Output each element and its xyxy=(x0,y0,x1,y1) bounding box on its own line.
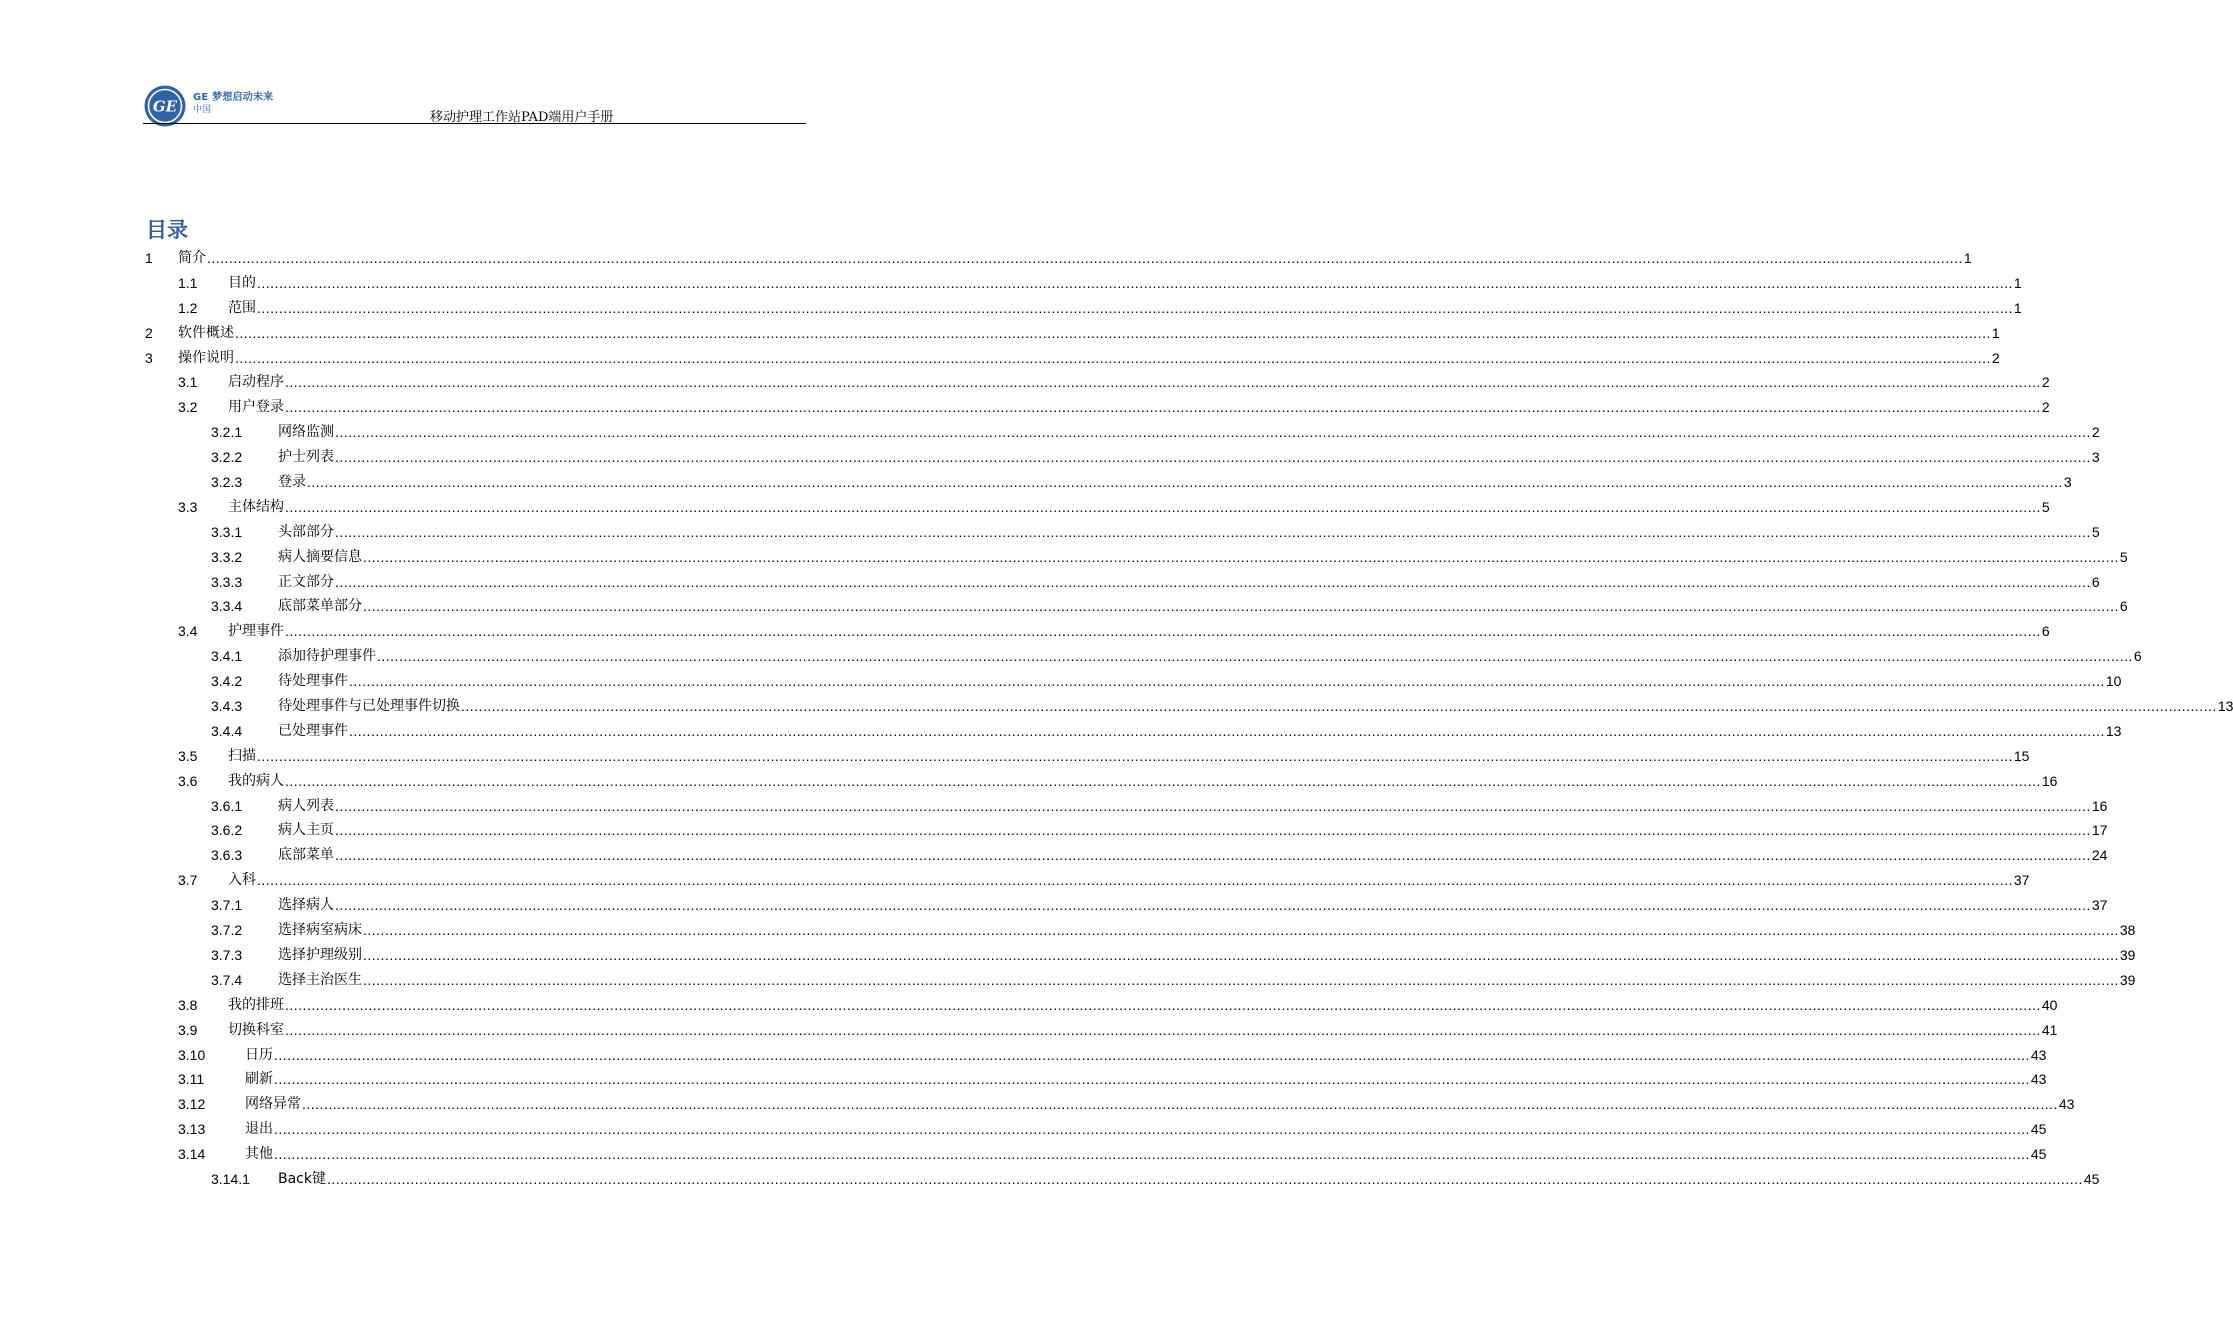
toc-entry-number: 3.8 xyxy=(178,996,198,1013)
toc-dot-leader: ................................................................................................................................................................................................................................................................................................................................................................................................................ xyxy=(335,424,2091,441)
toc-dot-leader: ................................................................................................................................................................................................................................................................................................................................................................................................................ xyxy=(274,1121,2030,1138)
toc-entry-number: 3.2.3 xyxy=(211,474,243,491)
toc-dot-leader: ................................................................................................................................................................................................................................................................................................................................................................................................................ xyxy=(349,673,2105,690)
toc-entry[interactable] xyxy=(145,520,2100,545)
toc-entry-number: 3.3.4 xyxy=(211,598,243,615)
toc-entry-number: 3.1 xyxy=(178,374,198,391)
toc-entry-title: 操作说明 xyxy=(178,346,235,371)
toc-entry-page-number: 37 xyxy=(2091,897,2108,914)
toc-entry-number: 1.2 xyxy=(178,299,198,316)
toc-entry-title: 用户登录 xyxy=(228,395,285,420)
toc-entry[interactable] xyxy=(145,943,2136,968)
toc-entry-number: 3.6.1 xyxy=(211,797,243,814)
toc-entry-page-number: 6 xyxy=(2091,573,2100,590)
toc-entry-title: 护士列表 xyxy=(278,445,335,470)
toc-entry[interactable] xyxy=(145,570,2100,595)
toc-entry[interactable] xyxy=(145,794,2108,819)
toc-entry-title: 待处理事件与已处理事件切换 xyxy=(278,694,461,719)
toc-entry-title: 扫描 xyxy=(228,744,257,769)
toc-entry-number: 3.4.3 xyxy=(211,698,243,715)
toc-dot-leader: ................................................................................................................................................................................................................................................................................................................................................................................................................ xyxy=(349,722,2105,739)
toc-dot-leader: ................................................................................................................................................................................................................................................................................................................................................................................................................ xyxy=(363,922,2119,939)
toc-entry-page-number: 43 xyxy=(2058,1096,2075,1113)
toc-dot-leader: ................................................................................................................................................................................................................................................................................................................................................................................................................ xyxy=(335,573,2091,590)
toc-entry-number: 3.6.3 xyxy=(211,847,243,864)
toc-dot-leader: ................................................................................................................................................................................................................................................................................................................................................................................................................ xyxy=(285,623,2041,640)
toc-entry-page-number: 24 xyxy=(2091,847,2108,864)
toc-entry-title: 目的 xyxy=(228,271,257,296)
toc-entry[interactable] xyxy=(145,843,2108,868)
toc-entry-page-number: 1 xyxy=(1991,324,2000,341)
toc-entry-title: 范围 xyxy=(228,296,257,321)
toc-entry-number: 3.7.3 xyxy=(211,946,243,963)
toc-entry-title: 已处理事件 xyxy=(278,719,349,744)
toc-entry-number: 3.6.2 xyxy=(211,822,243,839)
toc-entry-page-number: 39 xyxy=(2119,946,2136,963)
toc-entry-title: 头部部分 xyxy=(278,520,335,545)
toc-dot-leader: ................................................................................................................................................................................................................................................................................................................................................................................................................ xyxy=(285,1021,2041,1038)
toc-entry-number: 3.2 xyxy=(178,399,198,416)
toc-entry[interactable] xyxy=(145,1043,2047,1068)
toc-entry-page-number: 38 xyxy=(2119,922,2136,939)
toc-dot-leader: ................................................................................................................................................................................................................................................................................................................................................................................................................ xyxy=(335,897,2091,914)
toc-entry-title: 病人列表 xyxy=(278,794,335,819)
toc-entry-page-number: 3 xyxy=(2063,474,2072,491)
toc-entry-number: 3.2.2 xyxy=(211,449,243,466)
toc-entry[interactable] xyxy=(145,370,2050,395)
toc-entry-page-number: 15 xyxy=(2013,747,2030,764)
toc-entry-page-number: 2 xyxy=(2091,424,2100,441)
toc-entry[interactable] xyxy=(145,495,2050,520)
toc-entry[interactable] xyxy=(145,395,2050,420)
toc-entry-title: 底部菜单部分 xyxy=(278,594,363,619)
toc-entry-page-number: 2 xyxy=(2041,374,2050,391)
toc-entry-title: 主体结构 xyxy=(228,495,285,520)
toc-entry-title: 病人主页 xyxy=(278,818,335,843)
brand-subtitle: 中国 xyxy=(193,105,212,115)
toc-dot-leader: ................................................................................................................................................................................................................................................................................................................................................................................................................ xyxy=(235,324,1991,341)
toc-entry-title: 护理事件 xyxy=(228,619,285,644)
toc-entry-title: 登录 xyxy=(278,470,307,495)
toc-dot-leader: ................................................................................................................................................................................................................................................................................................................................................................................................................ xyxy=(257,299,2013,316)
toc-entry-page-number: 13 xyxy=(2105,722,2122,739)
toc-entry[interactable] xyxy=(145,644,2142,669)
toc-dot-leader: ................................................................................................................................................................................................................................................................................................................................................................................................................ xyxy=(307,474,2063,491)
toc-entry-page-number: 10 xyxy=(2105,673,2122,690)
toc-dot-leader: ................................................................................................................................................................................................................................................................................................................................................................................................................ xyxy=(335,822,2091,839)
toc-entry-page-number: 45 xyxy=(2083,1170,2100,1187)
toc-entry-number: 3.3.3 xyxy=(211,573,243,590)
toc-entry-page-number: 16 xyxy=(2091,797,2108,814)
toc-entry[interactable] xyxy=(145,271,2022,296)
toc-entry[interactable] xyxy=(145,1067,2047,1092)
toc-entry-title: 网络监测 xyxy=(278,420,335,445)
toc-entry-page-number: 1 xyxy=(2013,274,2022,291)
toc-entry-number: 3.11 xyxy=(178,1071,205,1088)
toc-entry[interactable] xyxy=(145,1167,2100,1192)
toc-entry-title: 切换科室 xyxy=(228,1018,285,1043)
toc-entry[interactable] xyxy=(145,719,2122,744)
toc-entry-number: 3.4.1 xyxy=(211,648,243,665)
toc-dot-leader: ................................................................................................................................................................................................................................................................................................................................................................................................................ xyxy=(235,349,1991,366)
toc-entry-title: 选择病人 xyxy=(278,893,335,918)
toc-entry-number: 3.7.4 xyxy=(211,971,243,988)
toc-entry[interactable] xyxy=(145,744,2030,769)
toc-entry-number: 3.4 xyxy=(178,623,198,640)
toc-entry-page-number: 41 xyxy=(2041,1021,2058,1038)
toc-entry-page-number: 6 xyxy=(2041,623,2050,640)
toc-entry-title: 选择病室病床 xyxy=(278,918,363,943)
toc-entry-page-number: 1 xyxy=(1963,250,1972,266)
toc-entry-number: 3.6 xyxy=(178,772,198,789)
toc-entry[interactable] xyxy=(145,1092,2075,1117)
toc-entry-number: 1 xyxy=(145,250,153,266)
toc-entry-number: 3.3.1 xyxy=(211,523,243,540)
toc-entry-page-number: 45 xyxy=(2030,1121,2047,1138)
toc-entry-number: 3.4.2 xyxy=(211,673,243,690)
toc-entry-title: 其他 xyxy=(245,1142,274,1167)
toc-entry[interactable] xyxy=(145,893,2108,918)
toc-entry-number: 3.7.1 xyxy=(211,897,243,914)
toc-dot-leader: ................................................................................................................................................................................................................................................................................................................................................................................................................ xyxy=(274,1046,2030,1063)
toc-entry-page-number: 3 xyxy=(2091,449,2100,466)
toc-dot-leader: ................................................................................................................................................................................................................................................................................................................................................................................................................ xyxy=(285,399,2041,416)
toc-dot-leader: ................................................................................................................................................................................................................................................................................................................................................................................................................ xyxy=(285,996,2041,1013)
toc-entry-page-number: 2 xyxy=(2041,399,2050,416)
toc-entry-page-number: 40 xyxy=(2041,996,2058,1013)
toc-entry[interactable] xyxy=(145,246,1972,271)
toc-entry-title: 简介 xyxy=(178,246,207,271)
toc-entry-title: 退出 xyxy=(245,1117,274,1142)
toc-dot-leader: ................................................................................................................................................................................................................................................................................................................................................................................................................ xyxy=(274,1071,2030,1088)
toc-entry-title: 选择护理级别 xyxy=(278,943,363,968)
toc-dot-leader: ................................................................................................................................................................................................................................................................................................................................................................................................................ xyxy=(257,747,2013,764)
toc-entry-title: 启动程序 xyxy=(228,370,285,395)
toc-dot-leader: ................................................................................................................................................................................................................................................................................................................................................................................................................ xyxy=(207,250,1963,266)
toc-entry-title: 待处理事件 xyxy=(278,669,349,694)
toc-entry-page-number: 2 xyxy=(1991,349,2000,366)
toc-entry-number: 3.10 xyxy=(178,1046,206,1063)
toc-entry-number: 3.9 xyxy=(178,1021,198,1038)
toc-dot-leader: ................................................................................................................................................................................................................................................................................................................................................................................................................ xyxy=(363,971,2119,988)
toc-dot-leader: ................................................................................................................................................................................................................................................................................................................................................................................................................ xyxy=(285,374,2041,391)
toc-entry-number: 3.4.4 xyxy=(211,722,243,739)
toc-entry[interactable] xyxy=(145,993,2058,1018)
toc-entry-page-number: 43 xyxy=(2030,1046,2047,1063)
svg-text:GE: GE xyxy=(152,97,178,116)
toc-dot-leader: ................................................................................................................................................................................................................................................................................................................................................................................................................ xyxy=(363,598,2119,615)
document-title: 移动护理工作站PAD端用户手册 xyxy=(430,110,614,125)
toc-entry-number: 3.14.1 xyxy=(211,1170,250,1187)
toc-entry[interactable] xyxy=(145,818,2108,843)
toc-entry-number: 2 xyxy=(145,324,153,341)
toc-dot-leader: ................................................................................................................................................................................................................................................................................................................................................................................................................ xyxy=(285,498,2041,515)
toc-dot-leader: ................................................................................................................................................................................................................................................................................................................................................................................................................ xyxy=(335,797,2091,814)
toc-entry-number: 3.3.2 xyxy=(211,548,243,565)
toc-entry[interactable] xyxy=(145,321,2000,346)
toc-dot-leader: ................................................................................................................................................................................................................................................................................................................................................................................................................ xyxy=(335,523,2091,540)
toc-entry-title: Back键 xyxy=(278,1167,327,1192)
toc-entry-number: 3.7 xyxy=(178,872,198,889)
toc-heading: 目录 xyxy=(146,218,188,242)
toc-entry-title: 添加待护理事件 xyxy=(278,644,377,669)
toc-entry-page-number: 5 xyxy=(2091,523,2100,540)
table-of-contents xyxy=(145,246,2233,1192)
page-header xyxy=(143,80,806,126)
toc-dot-leader: ................................................................................................................................................................................................................................................................................................................................................................................................................ xyxy=(377,648,2133,665)
toc-entry-number: 3.14 xyxy=(178,1146,206,1163)
toc-entry[interactable] xyxy=(145,1018,2058,1043)
toc-entry-number: 3.5 xyxy=(178,747,198,764)
toc-entry[interactable] xyxy=(145,968,2136,993)
toc-entry-page-number: 16 xyxy=(2041,772,2058,789)
toc-entry[interactable] xyxy=(145,1117,2047,1142)
toc-entry[interactable] xyxy=(145,470,2072,495)
toc-entry-number: 1.1 xyxy=(178,274,198,291)
toc-entry-page-number: 13 xyxy=(2217,698,2233,715)
toc-entry-title: 我的排班 xyxy=(228,993,285,1018)
toc-entry-number: 3 xyxy=(145,349,153,366)
toc-entry-page-number: 6 xyxy=(2133,648,2142,665)
toc-entry[interactable] xyxy=(145,296,2022,321)
toc-dot-leader: ................................................................................................................................................................................................................................................................................................................................................................................................................ xyxy=(274,1146,2030,1163)
toc-entry-title: 选择主治医生 xyxy=(278,968,363,993)
toc-entry[interactable] xyxy=(145,694,2233,719)
toc-entry-number: 3.2.1 xyxy=(211,424,243,441)
toc-entry-number: 3.7.2 xyxy=(211,922,243,939)
toc-dot-leader: ................................................................................................................................................................................................................................................................................................................................................................................................................ xyxy=(335,449,2091,466)
ge-logo-icon xyxy=(143,84,187,128)
header-divider xyxy=(143,123,806,124)
toc-entry[interactable] xyxy=(145,594,2128,619)
toc-entry-page-number: 5 xyxy=(2119,548,2128,565)
toc-entry[interactable] xyxy=(145,669,2122,694)
toc-entry-title: 底部菜单 xyxy=(278,843,335,868)
toc-entry[interactable] xyxy=(145,769,2058,794)
toc-entry-page-number: 43 xyxy=(2030,1071,2047,1088)
toc-entry[interactable] xyxy=(145,545,2128,570)
toc-entry-page-number: 17 xyxy=(2091,822,2108,839)
toc-entry-number: 3.12 xyxy=(178,1096,206,1113)
toc-dot-leader: ................................................................................................................................................................................................................................................................................................................................................................................................................ xyxy=(257,872,2013,889)
toc-entry-title: 正文部分 xyxy=(278,570,335,595)
toc-entry-page-number: 37 xyxy=(2013,872,2030,889)
toc-entry-title: 网络异常 xyxy=(245,1092,302,1117)
toc-entry-title: 日历 xyxy=(245,1043,274,1068)
toc-dot-leader: ................................................................................................................................................................................................................................................................................................................................................................................................................ xyxy=(302,1096,2058,1113)
toc-dot-leader: ................................................................................................................................................................................................................................................................................................................................................................................................................ xyxy=(461,698,2217,715)
toc-dot-leader: ................................................................................................................................................................................................................................................................................................................................................................................................................ xyxy=(363,946,2119,963)
toc-entry[interactable] xyxy=(145,346,2000,371)
toc-entry[interactable] xyxy=(145,445,2100,470)
toc-entry-title: 我的病人 xyxy=(228,769,285,794)
toc-entry-title: 入科 xyxy=(228,868,257,893)
toc-entry[interactable] xyxy=(145,1142,2047,1167)
toc-entry-number: 3.13 xyxy=(178,1121,206,1138)
toc-entry[interactable] xyxy=(145,868,2030,893)
toc-entry[interactable] xyxy=(145,918,2136,943)
toc-dot-leader: ................................................................................................................................................................................................................................................................................................................................................................................................................ xyxy=(285,772,2041,789)
toc-entry-title: 刷新 xyxy=(245,1067,274,1092)
toc-entry-title: 软件概述 xyxy=(178,321,235,346)
brand-name: GE 梦想启动未来 xyxy=(193,92,274,103)
toc-entry-number: 3.3 xyxy=(178,498,198,515)
toc-entry-page-number: 6 xyxy=(2119,598,2128,615)
toc-entry-page-number: 45 xyxy=(2030,1146,2047,1163)
toc-dot-leader: ................................................................................................................................................................................................................................................................................................................................................................................................................ xyxy=(327,1170,2083,1187)
toc-entry-page-number: 5 xyxy=(2041,498,2050,515)
toc-entry[interactable] xyxy=(145,420,2100,445)
toc-entry-page-number: 1 xyxy=(2013,299,2022,316)
toc-dot-leader: ................................................................................................................................................................................................................................................................................................................................................................................................................ xyxy=(363,548,2119,565)
toc-dot-leader: ................................................................................................................................................................................................................................................................................................................................................................................................................ xyxy=(257,274,2013,291)
toc-entry-title: 病人摘要信息 xyxy=(278,545,363,570)
toc-entry-page-number: 39 xyxy=(2119,971,2136,988)
toc-dot-leader: ................................................................................................................................................................................................................................................................................................................................................................................................................ xyxy=(335,847,2091,864)
toc-entry[interactable] xyxy=(145,619,2050,644)
